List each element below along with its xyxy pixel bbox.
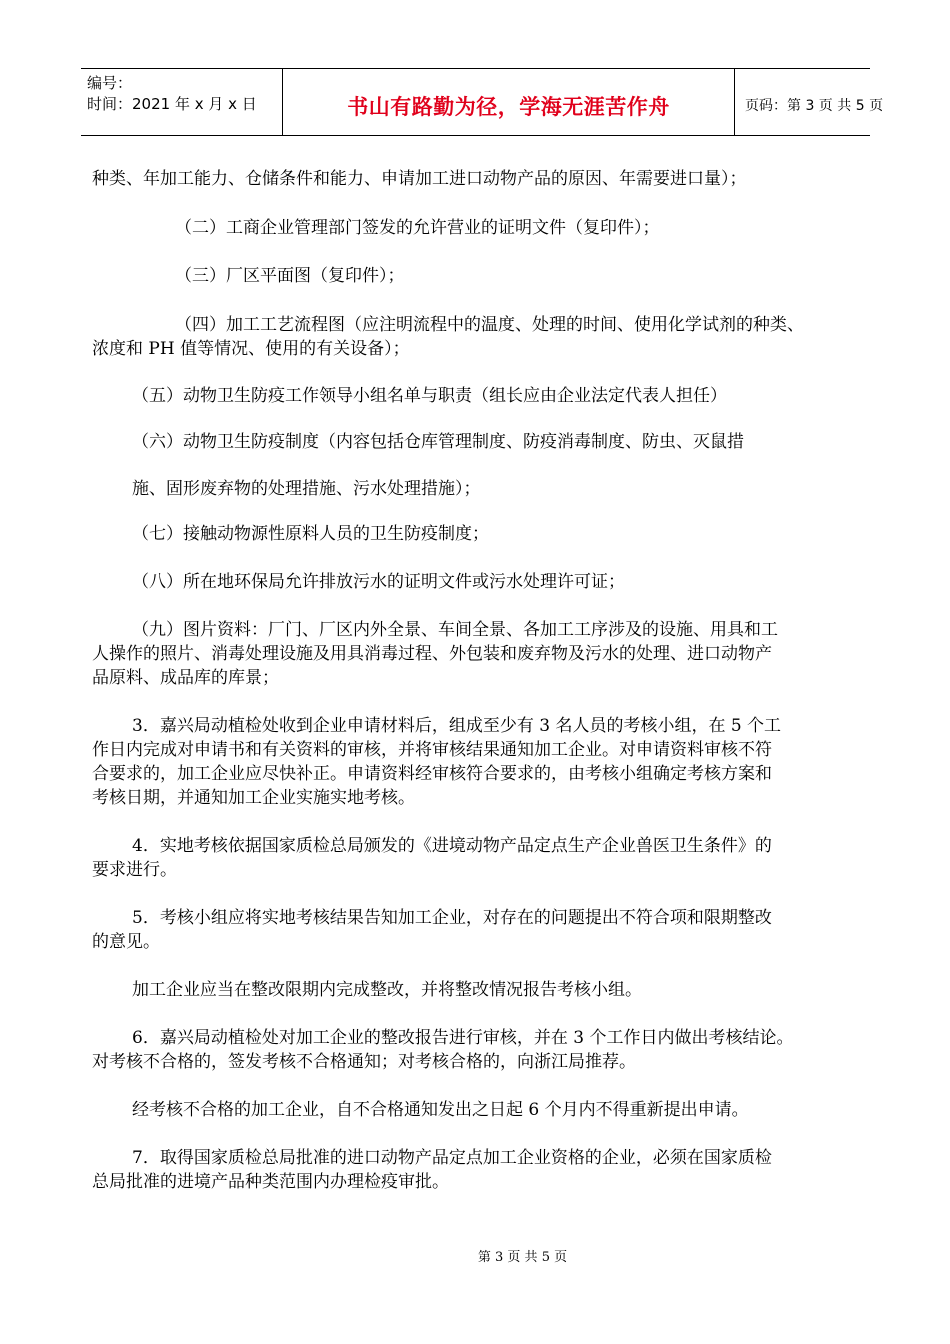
body-line: 总局批准的进境产品种类范围内办理检疫审批。 bbox=[92, 1172, 449, 1192]
body-line: （五）动物卫生防疫工作领导小组名单与职责（组长应由企业法定代表人担任） bbox=[132, 386, 727, 406]
body-line: 作日内完成对申请书和有关资料的审核，并将审核结果通知加工企业。对申请资料审核不符 bbox=[92, 740, 772, 760]
header-left-cell bbox=[81, 69, 283, 135]
document-number-label: 编号： bbox=[87, 74, 133, 92]
body-line: 人操作的照片、消毒处理设施及用具消毒过程、外包装和废弃物及污水的处理、进口动物产 bbox=[92, 644, 772, 664]
page-footer: 第 3 页 共 5 页 bbox=[477, 1250, 568, 1265]
body-line: 7．取得国家质检总局批准的进口动物产品定点加工企业资格的企业，必须在国家质检 bbox=[132, 1148, 772, 1168]
body-line: 3．嘉兴局动植检处收到企业申请材料后，组成至少有 3 名人员的考核小组，在 5 个工 bbox=[132, 716, 782, 736]
body-line: 6．嘉兴局动植检处对加工企业的整改报告进行审核，并在 3 个工作日内做出考核结论。 bbox=[132, 1028, 794, 1048]
body-line: 经考核不合格的加工企业，自不合格通知发出之日起 6 个月内不得重新提出申请。 bbox=[132, 1100, 749, 1120]
body-line: 浓度和 PH 值等情况、使用的有关设备）； bbox=[92, 339, 410, 359]
document-time: 时间：2021 年 x 月 x 日 bbox=[87, 95, 257, 113]
header-right-cell bbox=[735, 69, 884, 135]
body-line: 合要求的，加工企业应尽快补正。申请资料经审核符合要求的，由考核小组确定考核方案和 bbox=[92, 764, 772, 784]
body-line: 加工企业应当在整改限期内完成整改，并将整改情况报告考核小组。 bbox=[132, 980, 642, 1000]
body-line: （六）动物卫生防疫制度（内容包括仓库管理制度、防疫消毒制度、防虫、灭鼠措 bbox=[132, 432, 744, 452]
body-line: （二）工商企业管理部门签发的允许营业的证明文件（复印件）； bbox=[175, 218, 660, 238]
body-line: （八）所在地环保局允许排放污水的证明文件或污水处理许可证； bbox=[132, 572, 625, 592]
body-line: 的意见。 bbox=[92, 932, 160, 952]
body-line: 对考核不合格的，签发考核不合格通知；对考核合格的，向浙江局推荐。 bbox=[92, 1052, 636, 1072]
body-line: 考核日期，并通知加工企业实施实地考核。 bbox=[92, 788, 415, 808]
body-line: （四）加工工艺流程图（应注明流程中的温度、处理的时间、使用化学试剂的种类、 bbox=[175, 315, 804, 335]
header-motto: 书山有路勤为径，学海无涯苦作舟 bbox=[347, 95, 670, 119]
body-line: （三）厂区平面图（复印件）； bbox=[175, 266, 405, 286]
document-header bbox=[81, 68, 884, 136]
header-middle-cell bbox=[283, 69, 735, 135]
body-line: 种类、年加工能力、仓储条件和能力、申请加工进口动物产品的原因、年需要进口量）； bbox=[92, 169, 747, 189]
body-line: 品原料、成品库的库景； bbox=[92, 668, 279, 688]
body-line: （七）接触动物源性原料人员的卫生防疫制度； bbox=[132, 524, 489, 544]
body-line: 施、固形废弃物的处理措施、污水处理措施）； bbox=[132, 479, 481, 499]
body-line: （九）图片资料：厂门、厂区内外全景、车间全景、各加工工序涉及的设施、用具和工 bbox=[132, 620, 778, 640]
body-line: 4．实地考核依据国家质检总局颁发的《进境动物产品定点生产企业兽医卫生条件》的 bbox=[132, 836, 772, 856]
body-line: 要求进行。 bbox=[92, 860, 177, 880]
header-page-info: 页码：第 3 页 共 5 页 bbox=[745, 98, 884, 114]
body-line: 5．考核小组应将实地考核结果告知加工企业，对存在的问题提出不符合项和限期整改 bbox=[132, 908, 772, 928]
